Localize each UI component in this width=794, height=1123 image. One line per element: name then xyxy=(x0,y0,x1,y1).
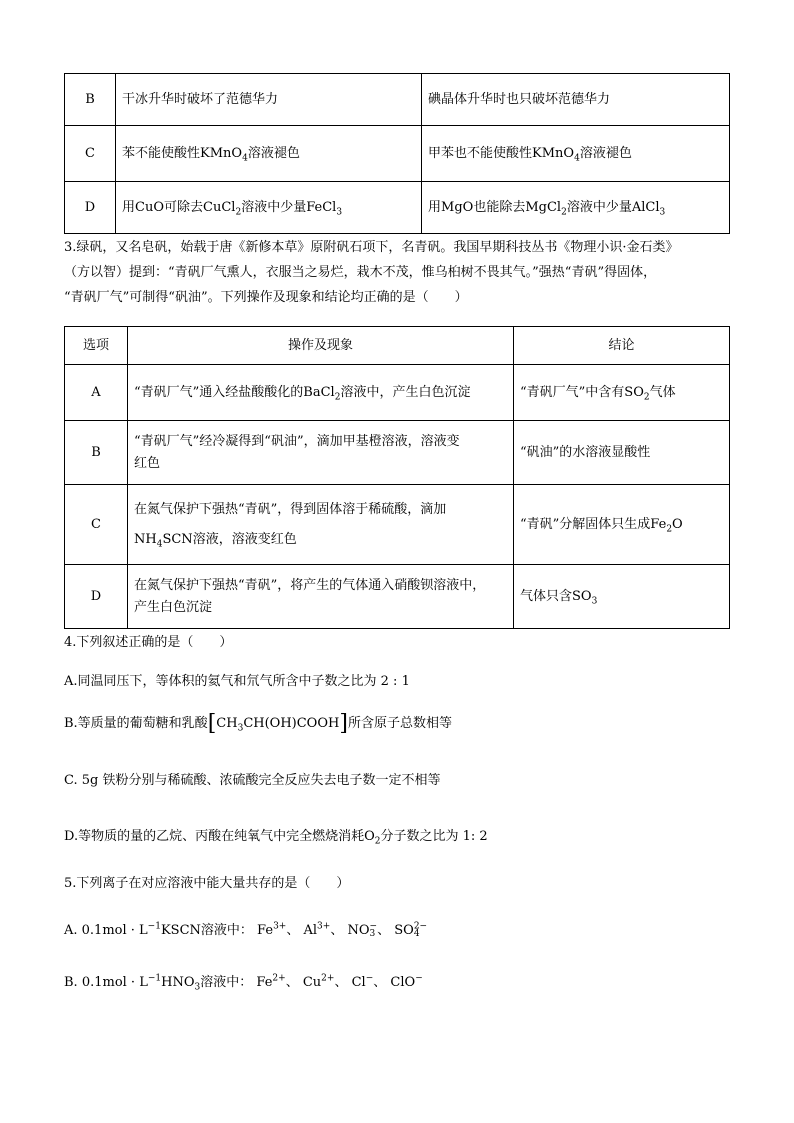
right-cell: 用MgO也能除去MgCl$_2$溶液中少量AlCl$_3$ xyxy=(422,182,730,234)
q5-option-a: A. $0.1mol \cdot L^{-1}KSCN$溶液中： $Fe^{3+}$、 $Al^{3+}$、 NO− 3 、 $SO^{2-}$ 4 xyxy=(64,921,428,939)
q4-option-d: D.等物质的量的乙烷、丙酸在纯氧气中完全燃烧消耗$O_2$分子数之比为 1: 2 xyxy=(64,829,488,847)
operation-cell: 在氮气保护下强热“青矾”，得到固体溶于稀硫酸，滴加 $NH_4SCN$溶液，溶液变红色 xyxy=(128,485,514,565)
q3-line-2: （方以智）提到：“青矾厂气熏人，衣服当之易烂，栽木不茂，惟乌桕树不畏其气。”强热“青矾”得固体， xyxy=(64,265,657,280)
table-header-row xyxy=(65,327,730,365)
conclusion-cell: 气体只含$SO_3$ xyxy=(514,565,730,629)
left-bracket: [ xyxy=(207,711,217,736)
right-cell: 甲苯也不能使酸性KMnO$_4$溶液褪色 xyxy=(422,126,730,182)
table-row xyxy=(65,74,730,126)
q5-title: 5.下列离子在对应溶液中能大量共存的是（ ） xyxy=(64,876,350,891)
operation-cell: “青矾厂气”经冷凝得到“矾油”，滴加甲基橙溶液，溶液变 红色 xyxy=(128,421,514,485)
q4-option-c: C. 5g 铁粉分别与稀硫酸、浓硫酸完全反应失去电子数一定不相等 xyxy=(64,773,441,788)
left-cell: 用CuO可除去CuCl$_2$溶液中少量FeCl$_3$ xyxy=(116,182,422,234)
table-row xyxy=(65,365,730,421)
table-row xyxy=(65,182,730,234)
operation-cell: “青矾厂气”通入经盐酸酸化的BaCl$_2$溶液中，产生白色沉淀 xyxy=(128,365,514,421)
table-q3-options xyxy=(64,326,730,629)
table-row xyxy=(65,421,730,485)
option-cell: B xyxy=(65,421,128,485)
operation-cell: 在氮气保护下强热“青矾”，将产生的气体通入硝酸钡溶液中， 产生白色沉淀 xyxy=(128,565,514,629)
q3-line-3: “青矾厂气”可制得“矾油”。下列操作及现象和结论均正确的是（ ） xyxy=(64,290,468,305)
option-cell: C xyxy=(65,485,128,565)
table-row xyxy=(65,565,730,629)
conclusion-cell: “青矾厂气”中含有$SO_2$气体 xyxy=(514,365,730,421)
q5-option-b: B. $0.1mol \cdot L^{-1}HNO_3$溶液中： $Fe^{2+}$、 $Cu^{2+}$、 Cl−、 ClO− xyxy=(64,973,423,993)
q4-title: 4.下列叙述正确的是（ ） xyxy=(64,635,233,650)
option-cell: D xyxy=(65,182,116,234)
table-options-bcd xyxy=(64,73,730,234)
q4-option-b: B.等质量的葡萄糖和乳酸$[CH_3CH(OH)COOH]$所含原子总数相等 xyxy=(64,711,452,736)
header-option: 选项 xyxy=(65,327,128,365)
option-cell: A xyxy=(65,365,128,421)
table-row xyxy=(65,485,730,565)
q4-option-a: A.同温同压下，等体积的氦气和氘气所含中子数之比为 2 : 1 xyxy=(64,674,410,689)
q3-line-1: 3.绿矾，又名皂矾，始载于唐《新修本草》原附矾石项下，名青矾。我国早期科技丛书《物理小识·金石类》 xyxy=(64,240,679,255)
option-cell: B xyxy=(65,74,116,126)
right-cell: 碘晶体升华时也只破坏范德华力 xyxy=(422,74,730,126)
right-bracket: ] xyxy=(339,711,348,736)
option-cell: D xyxy=(65,565,128,629)
option-cell: C xyxy=(65,126,116,182)
conclusion-cell: “矾油”的水溶液显酸性 xyxy=(514,421,730,485)
conclusion-cell: “青矾”分解固体只生成$Fe_2O$ xyxy=(514,485,730,565)
left-cell: 苯不能使酸性KMnO$_4$溶液褪色 xyxy=(116,126,422,182)
header-conclusion: 结论 xyxy=(514,327,730,365)
header-operation: 操作及现象 xyxy=(128,327,514,365)
table-row xyxy=(65,126,730,182)
left-cell: 干冰升华时破坏了范德华力 xyxy=(116,74,422,126)
